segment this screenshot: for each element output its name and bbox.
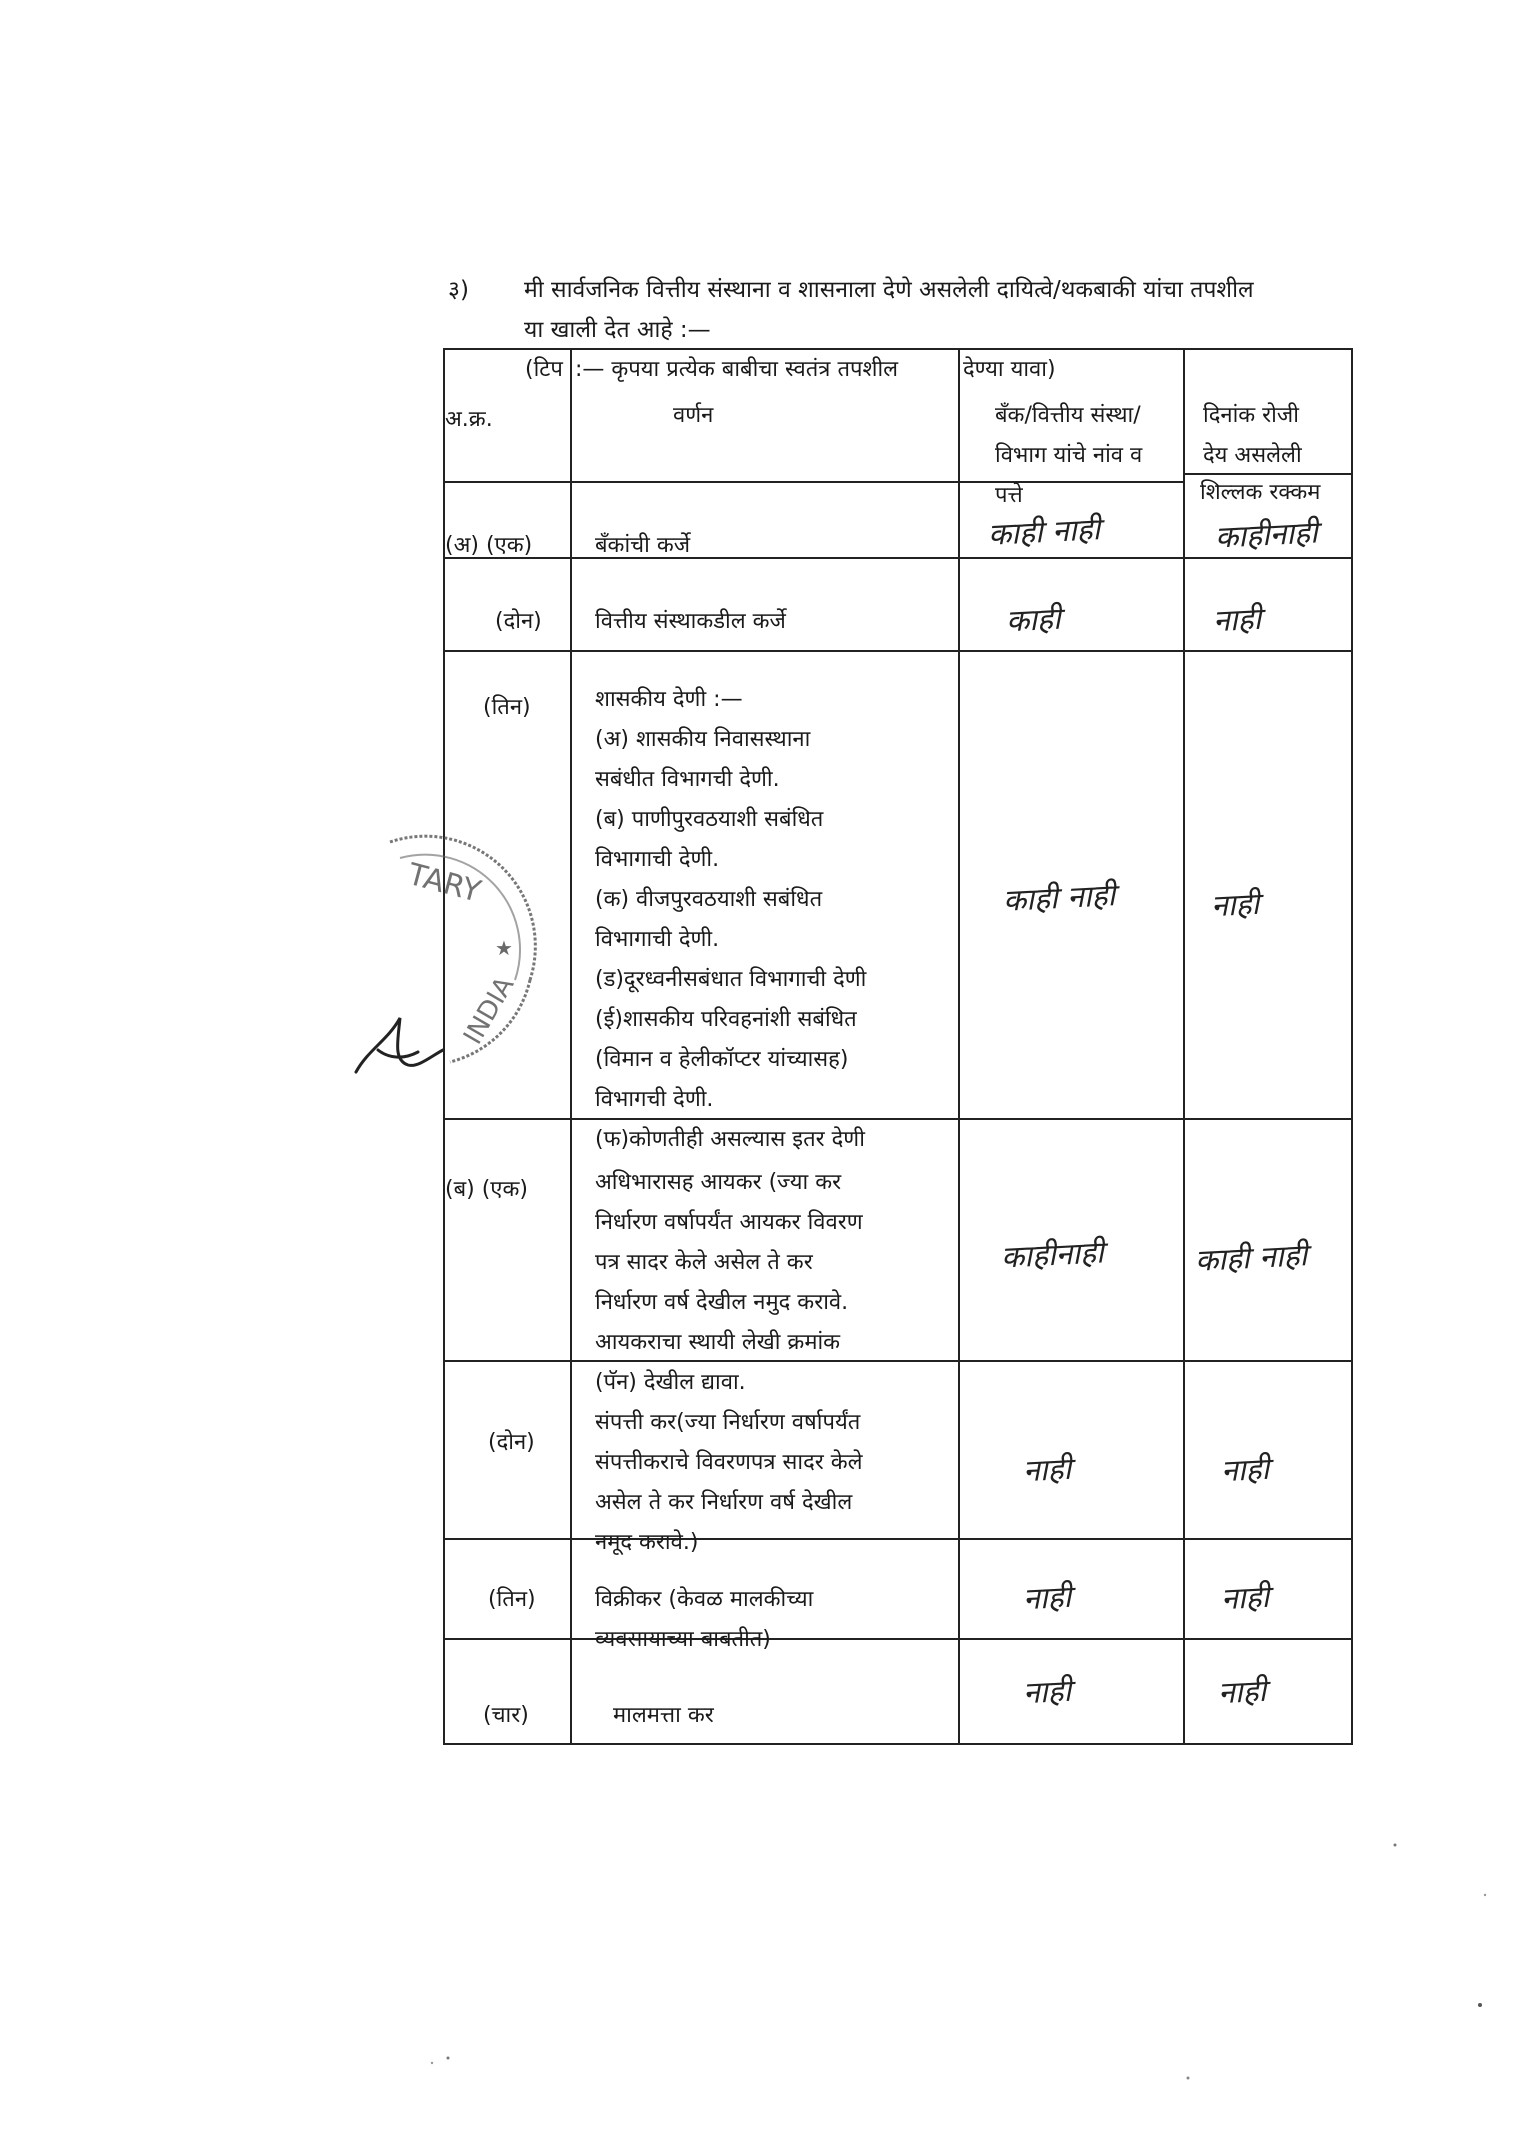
section-number: ३) — [448, 277, 469, 303]
row7-serial: (चार) — [483, 1703, 529, 1728]
row5-desc-line: असेल ते कर निर्धारण वर्ष देखील — [595, 1490, 853, 1515]
liabilities-table — [443, 348, 1353, 1745]
row3-desc-line: (विमान व हेलीकॉप्टर यांच्यासह) — [595, 1047, 849, 1072]
row1-desc: बॅंकांची कर्जे — [595, 533, 691, 558]
row6-serial: (तिन) — [488, 1587, 536, 1612]
row3-desc-line: विभागची देणी. — [595, 1087, 714, 1112]
stamp-side-text: INDIA — [458, 971, 521, 1050]
heading-line-2: या खाली देत आहे :— — [524, 317, 711, 343]
row5-desc — [595, 1403, 863, 1563]
row4-desc-line: निर्धारण वर्षापर्यंत आयकर विवरण — [595, 1210, 863, 1235]
col-bank-header-l1: बॅंक/वित्तीय संस्था/ — [995, 403, 1141, 428]
row-line-5 — [443, 1538, 1353, 1540]
row5-serial: (दोन) — [488, 1430, 535, 1455]
row5-desc-line: संपत्तीकराचे विवरणपत्र सादर केले — [595, 1450, 863, 1475]
col-bank-header-l3: पत्ते — [995, 483, 1023, 508]
row2-desc: वित्तीय संस्थाकडील कर्जे — [595, 609, 786, 634]
row-line-1 — [443, 557, 1353, 559]
note-text: :— कृपया प्रत्येक बाबीचा स्वतंत्र तपशील — [575, 357, 899, 382]
row6-bank-handwritten: नाही — [1022, 1579, 1073, 1618]
row-line-4 — [443, 1360, 1353, 1362]
row4-desc-line: अधिभारासह आयकर (ज्या कर — [595, 1170, 842, 1195]
row3-desc-line: विभागाची देणी. — [595, 847, 720, 872]
row7-desc: मालमत्ता कर — [613, 1703, 714, 1728]
row4-bank-handwritten: काहीनाही — [1000, 1235, 1105, 1276]
row4-serial: (ब) (एक) — [445, 1177, 528, 1202]
row6-amount-handwritten: नाही — [1220, 1579, 1271, 1618]
row3-amount-handwritten: नाही — [1210, 886, 1261, 925]
row3-desc-line: (फ)कोणतीही असल्यास इतर देणी — [595, 1127, 865, 1152]
row2-bank-handwritten: काही — [1005, 601, 1062, 640]
row1-serial: (अ) (एक) — [445, 533, 533, 558]
row4-desc-line: निर्धारण वर्ष देखील नमुद करावे. — [595, 1290, 849, 1315]
row1-bank-handwritten: काही नाही — [987, 512, 1102, 553]
row6-desc-line: विक्रीकर (केवळ मालकीच्या — [595, 1587, 814, 1612]
row5-desc-line: संपत्ती कर(ज्या निर्धारण वर्षापर्यंत — [595, 1410, 861, 1435]
row4-amount-handwritten: काही नाही — [1194, 1238, 1309, 1279]
row3-desc-line: (ड)दूरध्वनीसबंधात विभागाची देणी — [595, 967, 867, 992]
row7-bank-handwritten: नाही — [1022, 1673, 1073, 1712]
row-line-3 — [443, 1118, 1353, 1120]
row2-amount-handwritten: नाही — [1212, 601, 1263, 640]
col-bank-header-l2: विभाग यांचे नांव व — [995, 443, 1143, 468]
row-line-2 — [443, 650, 1353, 652]
row4-desc-line: (पॅन) देखील द्यावा. — [595, 1370, 746, 1395]
row4-desc-line: आयकराचा स्थायी लेखी क्रमांक — [595, 1330, 841, 1355]
row3-desc-line: (ई)शासकीय परिवहनांशी सबंधित — [595, 1007, 857, 1032]
row1-amount-handwritten: काहीनाही — [1214, 515, 1319, 556]
row3-desc-line: (क) वीजपुरवठयाशी सबंधित — [595, 887, 823, 912]
stamp-star-icon: ★ — [495, 936, 513, 960]
col-serial-header: अ.क्र. — [445, 407, 493, 432]
col-amount-header-l3: शिल्लक रक्कम — [1200, 480, 1321, 505]
heading-line-1: मी सार्वजनिक वित्तीय संस्थाना व शासनाला देणे असलेली दायित्वे/थकबाकी यांचा तपशील — [524, 277, 1254, 303]
table-border-bottom — [443, 1743, 1353, 1745]
row4-desc — [595, 1163, 863, 1403]
row3-desc — [595, 680, 866, 1160]
row3-desc-line: (ब) पाणीपुरवठयाशी सबंधित — [595, 807, 824, 832]
row5-desc-line: नमूद करावे.) — [595, 1530, 699, 1555]
row6-desc — [595, 1580, 813, 1660]
row3-desc-line: सबंधीत विभागची देणी. — [595, 767, 780, 792]
header-bottom-line — [443, 481, 1183, 483]
note-end: देण्या यावा) — [963, 357, 1056, 382]
stamp-top-text: TARY — [404, 856, 485, 910]
row3-serial: (तिन) — [483, 695, 531, 720]
signature — [348, 1010, 448, 1090]
col-amount-header-l1: दिनांक रोजी — [1203, 403, 1299, 428]
row-line-6 — [443, 1638, 1353, 1640]
row5-amount-handwritten: नाही — [1220, 1451, 1271, 1490]
row3-desc-line: (अ) शासकीय निवासस्थाना — [595, 727, 811, 752]
note-prefix: (टिप — [525, 357, 563, 382]
row3-desc-line: शासकीय देणी :— — [595, 687, 743, 712]
row7-amount-handwritten: नाही — [1217, 1673, 1268, 1712]
row6-desc-line: व्यवसायाच्या बाबतीत) — [595, 1627, 771, 1652]
row3-bank-handwritten: काही नाही — [1002, 878, 1117, 919]
col-desc-header: वर्णन — [673, 403, 714, 428]
row2-serial: (दोन) — [495, 609, 542, 634]
row5-bank-handwritten: नाही — [1022, 1451, 1073, 1490]
row3-desc-line: विभागाची देणी. — [595, 927, 720, 952]
col-amount-header-l2: देय असलेली — [1203, 443, 1302, 468]
row4-desc-line: पत्र सादर केले असेल ते कर — [595, 1250, 813, 1275]
